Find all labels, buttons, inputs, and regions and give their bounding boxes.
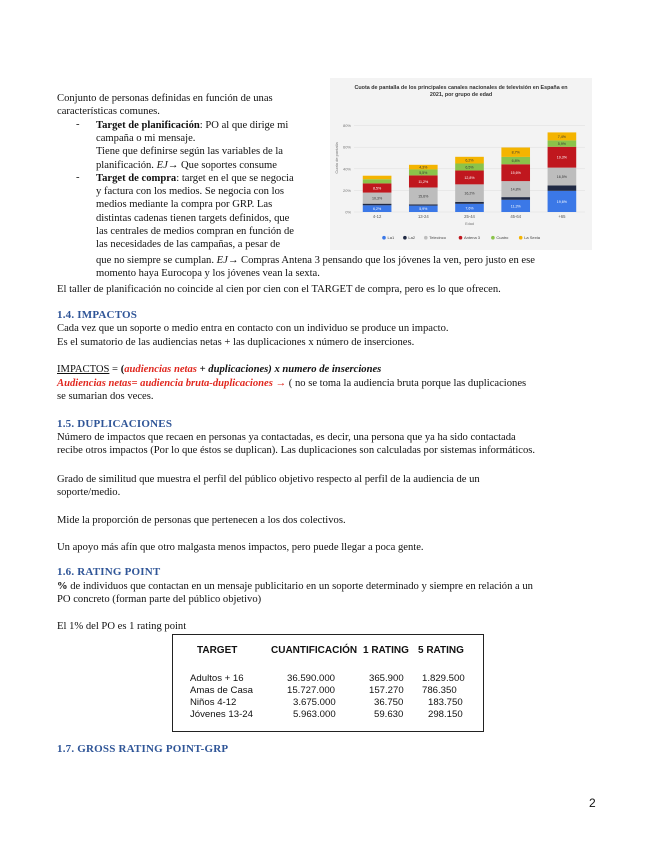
section-heading-duplicaciones: 1.5. DUPLICACIONES xyxy=(57,418,173,430)
table-cell: 157.270 xyxy=(369,685,404,696)
rating-text: de individuos que contactan en un mensaje publicitario en un soporte determinado y siempre en relación a un xyxy=(67,581,533,592)
table-cell: Jóvenes 13-24 xyxy=(190,709,253,720)
formula-dup: duplicaciones) x numero de inserciones xyxy=(208,364,382,375)
bullet-text: campaña o mi mensaje. xyxy=(96,133,196,145)
legend-swatch xyxy=(519,236,523,240)
rating-p2: PO concreto (forman parte del público objetivo) xyxy=(57,594,262,605)
table-header: 1 RATING xyxy=(363,645,409,656)
bullet-term: Target de planificación xyxy=(96,120,200,131)
table-cell: 15.727.000 xyxy=(287,685,336,696)
bullet-dash: - xyxy=(76,119,80,130)
chart-bar-segment xyxy=(548,185,577,190)
legend-label: Cuatro xyxy=(496,235,509,240)
chart-data-label: 15,6% xyxy=(418,194,429,199)
bullet-text: las centrales de medios compran en función de xyxy=(96,225,294,237)
arrow-icon: → xyxy=(275,378,287,389)
bullet-text: : target en el que se negocia xyxy=(176,173,294,184)
y-tick-label: 40% xyxy=(342,166,351,172)
chart-data-label: 5,9% xyxy=(557,141,567,146)
chart-data-label: 16,2% xyxy=(464,191,475,196)
chart-data-label: 6,2% xyxy=(465,158,474,163)
chart-data-label: 11,3% xyxy=(510,204,521,209)
chart-data-label: 15,6% xyxy=(510,171,521,176)
bullet-term: Target de compra xyxy=(96,173,177,184)
section-heading-rating-point: 1.6. RATING POINT xyxy=(57,566,161,578)
dup-p6: Un apoyo más afín que otro malgasta menos impactos, pero puede llegar a poca gente. xyxy=(57,542,424,553)
bullet-text: las necesidades de las campañas, a pesar de xyxy=(96,239,281,251)
page-number: 2 xyxy=(589,796,596,810)
bullet-text: distintas cadenas tienen targets definidos, que xyxy=(96,212,290,224)
bullet-text: → Que soportes consume xyxy=(167,159,277,171)
table-cell: Amas de Casa xyxy=(190,685,253,696)
chart-bar-segment xyxy=(363,176,392,180)
table-cell: 183.750 xyxy=(428,697,463,708)
chart-data-label: 16,5% xyxy=(556,174,568,179)
rating-p1 xyxy=(57,580,597,593)
table-cell: 298.150 xyxy=(428,709,463,720)
chart-title: 2021, por grupo de edad xyxy=(429,92,493,98)
table-cell: Niños 4-12 xyxy=(190,697,237,708)
bullet-text: planificación. xyxy=(96,159,157,171)
table-cell: 365.900 xyxy=(369,673,404,684)
chart-data-label: 6,8% xyxy=(511,158,520,163)
legend-swatch xyxy=(491,236,495,240)
audiencias-netas-line xyxy=(57,377,597,390)
dup-p3: Grado de similitud que muestra el perfil del público objetivo respecto al perfil de la audiencia de un xyxy=(57,474,480,485)
example-tag: EJ xyxy=(156,159,168,171)
x-tick-label: 45-64 xyxy=(510,214,522,219)
impactos-p1: Cada vez que un soporte o medio entra en contacto con un individuo se produce un impacto. xyxy=(57,323,449,334)
formula-plus: + xyxy=(196,364,209,375)
y-axis-label: Cuota de pantalla xyxy=(334,142,339,174)
chart-data-label: 14,8% xyxy=(510,187,521,192)
bullet-text: y factura con los medios. Se negocia con los xyxy=(96,186,284,198)
y-tick-label: 0% xyxy=(345,209,351,215)
bullet-target-planificacion xyxy=(96,119,321,172)
chart-data-label: 19,3% xyxy=(556,155,568,160)
formula-red: audiencias netas xyxy=(124,364,197,375)
chart-data-label: 7,6% xyxy=(465,206,474,211)
dup-p5: Mide la proporción de personas que pertenecen a los dos colectivos. xyxy=(57,515,346,526)
chart-data-label: 8,7% xyxy=(511,150,520,155)
chart-data-label: 5,9% xyxy=(419,207,428,212)
bullet-dash: - xyxy=(76,172,80,183)
impactos-formula xyxy=(57,363,597,376)
x-tick-label: 25-44 xyxy=(464,214,475,219)
rating-table xyxy=(172,634,484,732)
table-cell: Adultos + 16 xyxy=(190,673,244,684)
table-cell: 59.630 xyxy=(374,709,404,720)
x-tick-label: 13-24 xyxy=(417,214,429,219)
percent-sign: % xyxy=(57,581,68,592)
formula-paren: ( xyxy=(120,364,125,375)
chart-data-label: 4,3% xyxy=(419,165,428,170)
chart-data-label: 10,3% xyxy=(371,196,383,201)
legend-swatch xyxy=(424,236,428,240)
intro-line-1: Conjunto de personas definidas en función de unas xyxy=(57,93,273,104)
table-cell: 36.590.000 xyxy=(287,673,336,684)
dup-p2: recibe otros impactos (Por lo que éstos se duplican). Las duplicaciones son calculadas por sistemas informáticos. xyxy=(57,445,536,456)
chart-data-label: 11,2% xyxy=(418,179,429,184)
intro-line-2: características comunes. xyxy=(57,106,160,117)
table-cell: 36.750 xyxy=(374,697,404,708)
formula-eq: = xyxy=(109,364,121,375)
chart-data-label: 7,4% xyxy=(557,134,567,139)
dup-p4: soporte/medio. xyxy=(57,487,121,498)
chart-data-label: 19,6% xyxy=(556,199,568,204)
chart-data-label: 6,5% xyxy=(465,165,474,170)
legend-label: La1 xyxy=(387,235,395,240)
wrap-text: que no siempre se cumplan. xyxy=(96,255,217,266)
bullet-text: medios mediante la compra por GRP. Las xyxy=(96,199,273,211)
chart-data-label: 8,5% xyxy=(372,186,382,191)
audiencias-netas-text: ( no se toma la audiencia bruta porque las duplicaciones xyxy=(286,378,527,389)
chart-data-label: 6,2% xyxy=(372,207,382,212)
chart-bar-segment xyxy=(409,204,438,205)
table-cell: 786.350 xyxy=(422,685,457,696)
legend-label: Antena 3 xyxy=(464,235,481,240)
table-header: 5 RATING xyxy=(418,645,464,656)
formula-label: IMPACTOS xyxy=(57,364,110,375)
bullet-text: Tiene que definirse según las variables de la xyxy=(96,146,284,158)
x-tick-label: +65 xyxy=(558,214,566,219)
audiencias-netas-red: Audiencias netas= audiencia bruta-duplicaciones xyxy=(57,378,276,389)
wrap-line-2: momento haya Eurocopa y los jóvenes vean la sexta. xyxy=(96,268,320,279)
impactos-p2: Es el sumatorio de las audiencias netas + las duplicaciones x número de inserciones. xyxy=(57,337,415,348)
legend-swatch xyxy=(382,236,386,240)
share-chart-svg xyxy=(330,78,592,250)
chart-title: Cuota de pantalla de los principales canales nacionales de televisión en España en xyxy=(354,85,568,91)
table-header: TARGET xyxy=(197,645,238,656)
legend-label: Telecinco xyxy=(429,235,446,240)
legend-swatch xyxy=(459,236,463,240)
chart-bar-segment xyxy=(501,197,530,200)
wrap-line-1 xyxy=(96,254,616,267)
legend-swatch xyxy=(403,236,407,240)
legend-label: La Sexta xyxy=(524,235,540,240)
bullet-target-compra xyxy=(96,172,321,251)
audiencias-netas-line-2: se sumarian dos veces. xyxy=(57,391,154,402)
section-heading-impactos: 1.4. IMPACTOS xyxy=(57,309,138,321)
chart-bar-segment xyxy=(455,202,484,204)
table-header: CUANTIFICACIÓN xyxy=(271,645,358,656)
chart-data-label: 5,5% xyxy=(419,170,428,175)
rating-p3: El 1% del PO es 1 rating point xyxy=(57,621,187,632)
share-chart xyxy=(330,78,592,250)
chart-bar-segment xyxy=(363,179,392,183)
x-axis-label: Edad xyxy=(465,222,474,226)
table-cell: 3.675.000 xyxy=(293,697,336,708)
table-cell: 1.829.500 xyxy=(422,673,465,684)
example-tag: EJ xyxy=(216,255,228,266)
y-tick-label: 20% xyxy=(342,187,351,193)
wrap-line-3: El taller de planificación no coincide al cien por cien con el TARGET de compra, pero es lo que ofrecen. xyxy=(57,284,501,295)
legend-label: La2 xyxy=(408,235,416,240)
wrap-text: → Compras Antena 3 pensando que los jóvenes la ven, pero justo en ese xyxy=(227,255,535,266)
section-heading-grp: 1.7. GROSS RATING POINT-GRP xyxy=(57,743,229,755)
chart-bar-segment xyxy=(363,204,392,206)
y-tick-label: 60% xyxy=(342,144,351,150)
chart-data-label: 12,8% xyxy=(464,175,475,180)
y-tick-label: 80% xyxy=(342,123,351,129)
x-tick-label: 4-12 xyxy=(372,214,382,219)
dup-p1: Número de impactos que recaen en personas ya contactadas, es decir, una persona que ya ha sido contactada xyxy=(57,432,516,443)
table-cell: 5.963.000 xyxy=(293,709,336,720)
bullet-text: : PO al que dirige mi xyxy=(199,120,289,131)
